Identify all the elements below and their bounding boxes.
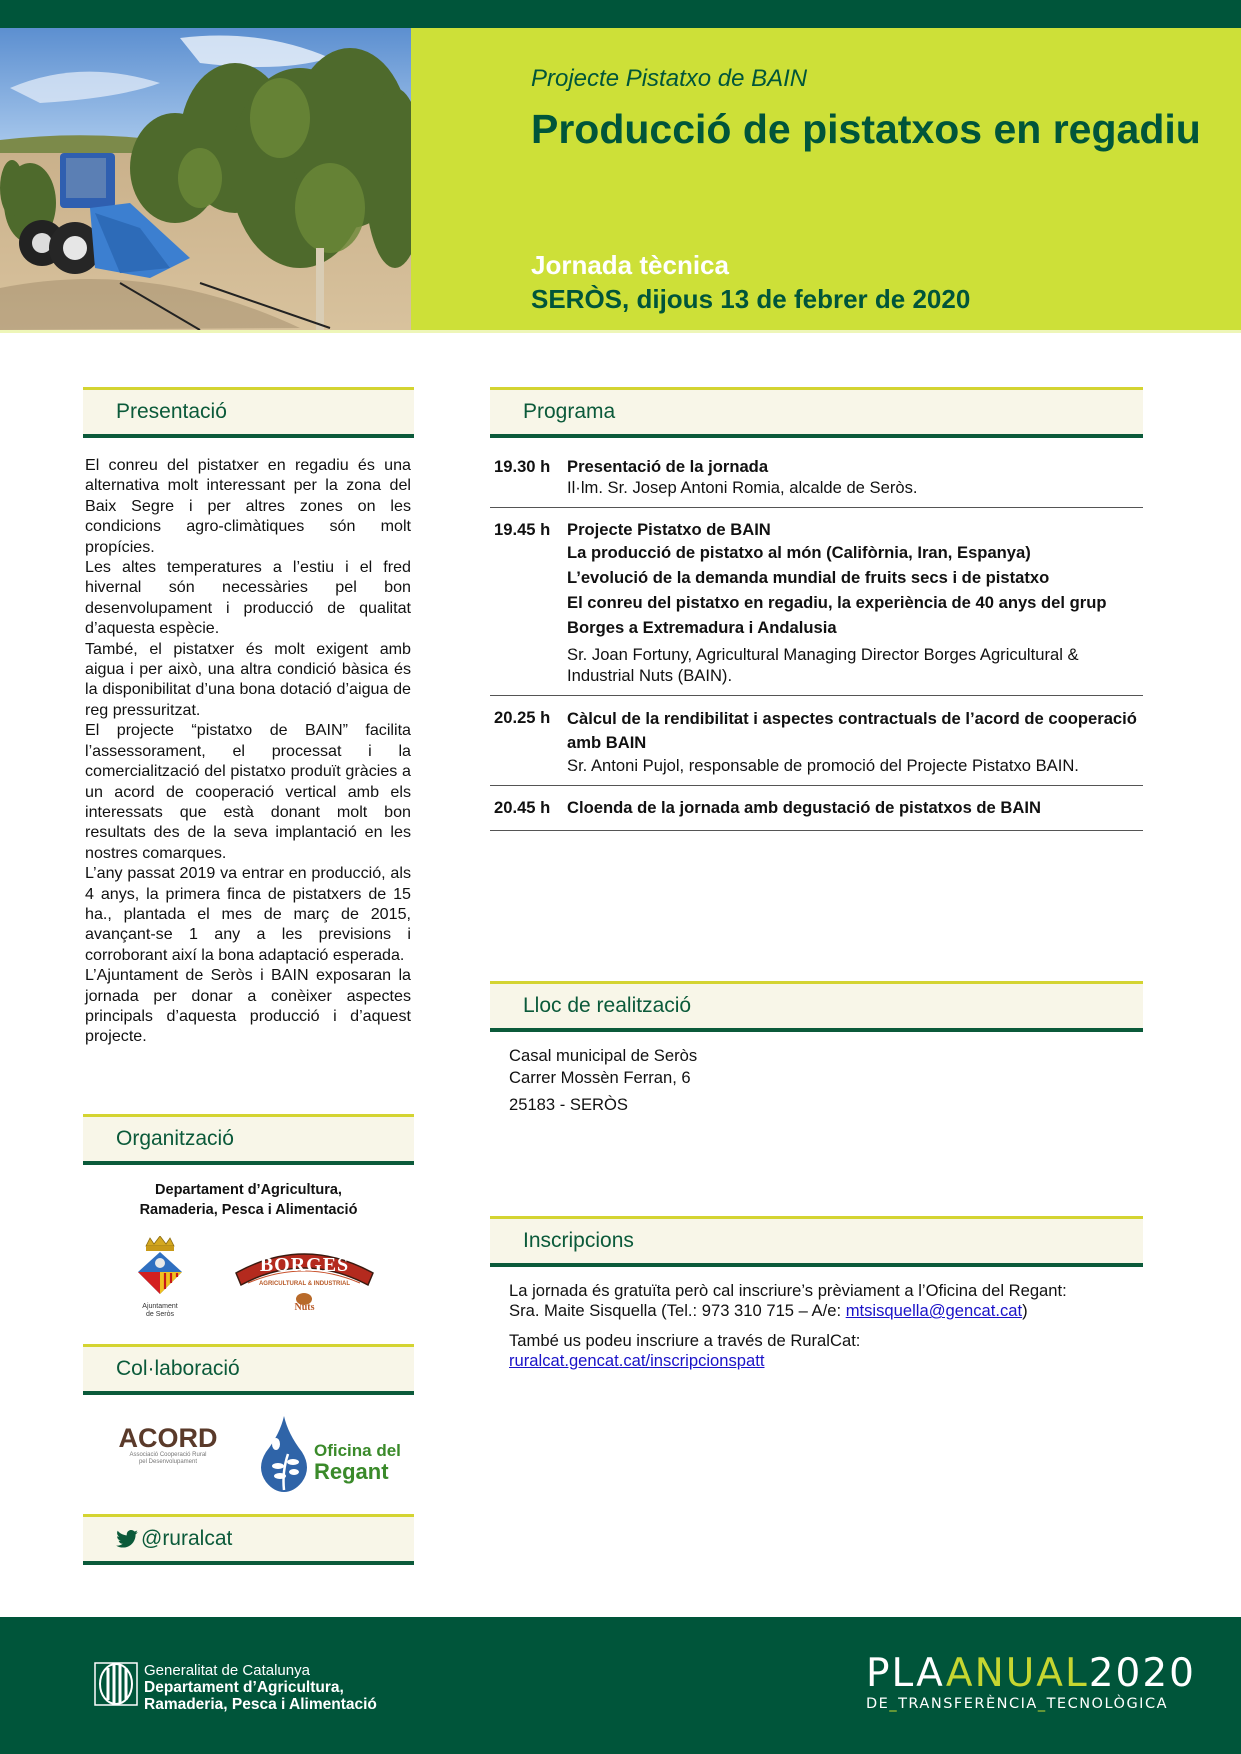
section-header-collaboracio xyxy=(83,1344,414,1395)
regant-name: Oficina del xyxy=(314,1441,401,1460)
acord-subtitle: pel Desenvolupament xyxy=(138,1459,198,1465)
oficina-regant-logo xyxy=(258,1414,403,1494)
twitter-bird-icon xyxy=(116,1530,138,1548)
programme-item xyxy=(490,508,1143,696)
pla-sub: DE xyxy=(866,1696,890,1712)
footer xyxy=(0,1617,1241,1754)
venue-address xyxy=(509,1045,697,1116)
pla-anual-logo: PLAANUAL2020 DE_TRANSFERÈNCIA_TECNOLÒGICA xyxy=(866,1651,1196,1712)
generalitat-emblem-icon xyxy=(94,1662,138,1706)
presentation-paragraph: L’Ajuntament de Seròs i BAIN exposaran la jornada per donar a conèixer aspectes principals d’aquesta producció i d’aquest projecte. xyxy=(85,966,411,1046)
programme-time: 19.45 h xyxy=(494,520,551,539)
regant-name: Regant xyxy=(314,1459,389,1484)
section-header-presentacio xyxy=(83,387,414,438)
programme-time: 19.30 h xyxy=(494,457,551,476)
header-banner xyxy=(411,28,1241,330)
top-bar xyxy=(0,0,1241,28)
programme-topic: L’evolució de la demanda mundial de fruits secs i de pistatxo xyxy=(567,568,1050,587)
presentation-paragraph: També, el pistatxer és molt exigent amb aigua i per això, una altra condició bàsica és la disponibilitat d’una bona dotació d’aigua de reg pressuritzat. xyxy=(85,639,411,719)
section-title: Lloc de realització xyxy=(523,994,692,1017)
pla-year: 2020 xyxy=(1088,1651,1196,1696)
programme-title: Presentació de la jornada xyxy=(567,457,769,476)
ajuntament-label: Ajuntament xyxy=(142,1303,178,1310)
pla-sub: TRANSFERÈNCIA xyxy=(898,1696,1038,1712)
registration-info xyxy=(509,1281,1149,1371)
organizer-department xyxy=(83,1180,414,1220)
programme-topic: El conreu del pistatxo en regadiu, la experiència de 40 anys del grup Borges a Extremadura i Andalusia xyxy=(567,593,1107,637)
programme-title: Projecte Pistatxo de BAIN xyxy=(567,520,771,539)
acord-subtitle: Associació Cooperació Rural xyxy=(129,1452,207,1458)
ajuntament-label: de Seròs xyxy=(145,1311,175,1318)
borges-name: BORGES xyxy=(259,1254,350,1276)
programme-title: Cloenda de la jornada amb degustació de pistatxos de BAIN xyxy=(567,798,1041,817)
venue-name: Casal municipal de Seròs xyxy=(509,1046,698,1065)
programme-item xyxy=(490,456,1143,508)
section-title: Presentació xyxy=(116,400,227,423)
section-header-lloc xyxy=(490,981,1143,1032)
email-link[interactable]: mtsisquella@gencat.cat xyxy=(845,1301,1023,1320)
section-header-programa xyxy=(490,387,1143,438)
borges-subtitle: AGRICULTURAL & INDUSTRIAL xyxy=(258,1281,351,1287)
registration-contact-text: ) xyxy=(1022,1301,1028,1320)
project-subtitle: Projecte Pistatxo de BAIN xyxy=(531,65,808,92)
section-title: Inscripcions xyxy=(523,1229,634,1252)
venue-street: Carrer Mossèn Ferran, 6 xyxy=(509,1068,691,1087)
registration-text: La jornada és gratuïta però cal inscriure’s prèviament a l’Oficina del Regant: xyxy=(509,1281,1067,1300)
twitter-handle-link[interactable] xyxy=(116,1527,232,1551)
hero-photo-pistachio-orchard xyxy=(0,28,411,330)
borges-nuts: Nuts xyxy=(294,1302,315,1313)
presentation-paragraph: El conreu del pistatxer en regadiu és una alternativa molt interessant per la zona del Baix Segre i per altres zones on les condicions agro-climàtiques són molt propícies. xyxy=(85,456,411,556)
department-name: Departament d’Agricultura, xyxy=(144,1679,344,1696)
event-type: Jornada tècnica xyxy=(531,250,729,280)
event-date: SERÒS, dijous 13 de febrer de 2020 xyxy=(531,284,971,314)
presentation-paragraph: L’any passat 2019 va entrar en producció, als 4 anys, la primera finca de pistatxers de 15 ha., plantada el mes de març de 2015, avançant-se 1 any a les previsions i corroborant així la bona adaptació esperada. xyxy=(85,864,411,964)
section-header-twitter[interactable] xyxy=(83,1514,414,1565)
programme-topic: La producció de pistatxo al món (Califòrnia, Iran, Espanya) xyxy=(567,543,1031,562)
section-title: Programa xyxy=(523,400,616,423)
acord-name: ACORD xyxy=(118,1423,218,1453)
department-name: Ramaderia, Pesca i Alimentació xyxy=(144,1696,377,1713)
programme-title: Càlcul de la rendibilitat i aspectes contractuals de l’acord de cooperació amb BAIN xyxy=(567,709,1137,752)
programme-speaker: Sr. Joan Fortuny, Agricultural Managing Director Borges Agricultural & Industrial Nuts (BAIN). xyxy=(567,645,1079,685)
section-header-inscripcions xyxy=(490,1216,1143,1267)
venue-city: 25183 - SERÒS xyxy=(509,1095,628,1114)
registration-contact xyxy=(509,1301,1149,1321)
programme-item xyxy=(490,696,1143,786)
pla-sub: TECNOLÒGICA xyxy=(1046,1696,1168,1712)
registration-contact-text: Sra. Maite Sisquella (Tel.: 973 310 715 – A/e: xyxy=(509,1301,846,1320)
anual-word: ANUAL xyxy=(945,1651,1089,1696)
section-title: Organització xyxy=(116,1127,234,1150)
programme-list xyxy=(490,456,1143,831)
twitter-handle[interactable]: @ruralcat xyxy=(141,1527,233,1550)
generalitat-text xyxy=(144,1662,377,1713)
programme-speaker: Sr. Antoni Pujol, responsable de promoció del Projecte Pistatxo BAIN. xyxy=(567,756,1079,775)
page-title: Producció de pistatxos en regadiu xyxy=(531,106,1201,152)
ajuntament-seros-logo xyxy=(132,1236,188,1320)
presentation-paragraph: El projecte “pistatxo de BAIN” facilita l’assessorament, el processat i la comercialització del pistatxo produït gràcies a un acord de cooperació vertical amb els interessats que està donant molt bon resultats des de la seva implantació en les nostres comarques. xyxy=(85,721,411,862)
water-drop-icon xyxy=(258,1414,310,1494)
organizer-line: Departament d’Agricultura, xyxy=(155,1182,342,1198)
section-title: Col·laboració xyxy=(116,1357,240,1380)
acord-logo xyxy=(110,1424,226,1474)
ruralcat-registration-link[interactable]: ruralcat.gencat.cat/inscripcionspatt xyxy=(509,1351,765,1370)
pla-word: PLA xyxy=(866,1651,946,1696)
organizer-line: Ramaderia, Pesca i Alimentació xyxy=(139,1202,358,1218)
programme-time: 20.25 h xyxy=(494,708,551,727)
programme-item xyxy=(490,786,1143,831)
presentation-paragraph: Les altes temperatures a l’estiu i el fred hivernal són necessàries pel bon desenvolupament i producció de qualitat d’aquesta espècie. xyxy=(85,558,411,638)
borges-logo xyxy=(232,1243,377,1315)
section-header-organitzacio xyxy=(83,1114,414,1165)
generalitat-name: Generalitat de Catalunya xyxy=(144,1662,310,1679)
programme-speaker: Il·lm. Sr. Josep Antoni Romia, alcalde de Seròs. xyxy=(567,478,918,497)
presentation-text xyxy=(85,455,411,1047)
registration-text: També us podeu inscriure a través de RuralCat: xyxy=(509,1331,861,1350)
banner-divider xyxy=(0,330,1241,333)
programme-time: 20.45 h xyxy=(494,798,551,817)
